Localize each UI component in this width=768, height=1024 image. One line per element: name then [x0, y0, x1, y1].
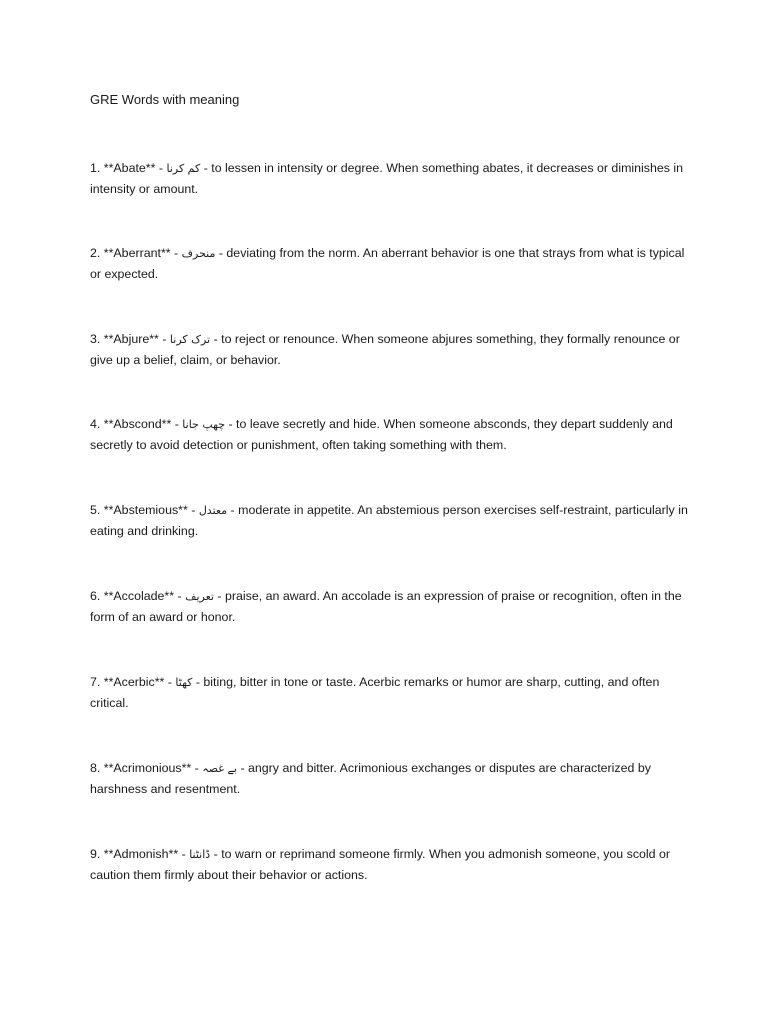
entry-urdu: بے غصہ [202, 762, 237, 775]
entry-head: 3. **Abjure** - [90, 332, 170, 346]
word-entry-accolade [90, 586, 690, 627]
entry-head: 9. **Admonish** - [90, 847, 190, 861]
entry-meaning: - praise, an award. An accolade is an expression of praise or recognition, often in the form of an award or honor. [90, 589, 682, 624]
entry-urdu: تعریف [185, 590, 214, 603]
entry-meaning: - to warn or reprimand someone firmly. When you admonish someone, you scold or caution them firmly about their behavior or actions. [90, 847, 671, 882]
entry-urdu: کم کرنا [166, 162, 201, 175]
entry-urdu: کھٹا [175, 676, 193, 689]
entry-meaning: - to leave secretly and hide. When someone absconds, they depart suddenly and secretly to avoid detection or punishment, often taking something with them. [90, 417, 673, 452]
entry-urdu: ڈانٹنا [189, 848, 211, 861]
word-entry-aberrant [90, 243, 690, 284]
word-entry-admonish [90, 844, 690, 885]
entry-head: 5. **Abstemious** - [90, 503, 199, 517]
entry-head: 4. **Abscond** - [90, 417, 183, 431]
entry-head: 8. **Acrimonious** - [90, 761, 203, 775]
entry-urdu: معتدل [198, 504, 228, 517]
word-entry-abate [90, 158, 690, 199]
entry-urdu: منحرف [181, 247, 216, 260]
word-entry-abscond [90, 414, 690, 455]
word-entry-abjure [90, 329, 690, 370]
entry-urdu: چھپ جانا [182, 418, 226, 431]
entry-meaning: - to lessen in intensity or degree. When something abates, it decreases or diminishes in intensity or amount. [90, 161, 684, 196]
entry-meaning: - angry and bitter. Acrimonious exchanges or disputes are characterized by harshness and resentment. [90, 761, 651, 796]
entry-meaning: - biting, bitter in tone or taste. Acerbic remarks or humor are sharp, cutting, and often critical. [90, 675, 660, 710]
word-entry-acerbic [90, 672, 690, 713]
entry-head: 1. **Abate** - [90, 161, 167, 175]
entry-head: 7. **Acerbic** - [90, 675, 176, 689]
word-entry-abstemious [90, 500, 690, 541]
entry-head: 2. **Aberrant** - [90, 246, 182, 260]
entry-meaning: - deviating from the norm. An aberrant behavior is one that strays from what is typical or expected. [90, 246, 685, 281]
entry-meaning: - to reject or renounce. When someone abjures something, they formally renounce or give up a belief, claim, or behavior. [90, 332, 680, 367]
entry-head: 6. **Accolade** - [90, 589, 186, 603]
word-entry-acrimonious [90, 758, 690, 799]
entry-meaning: - moderate in appetite. An abstemious person exercises self-restraint, particularly in eating and drinking. [90, 503, 688, 538]
entry-urdu: ترک کرنا [169, 333, 211, 346]
document-title: GRE Words with meaning [90, 92, 240, 107]
